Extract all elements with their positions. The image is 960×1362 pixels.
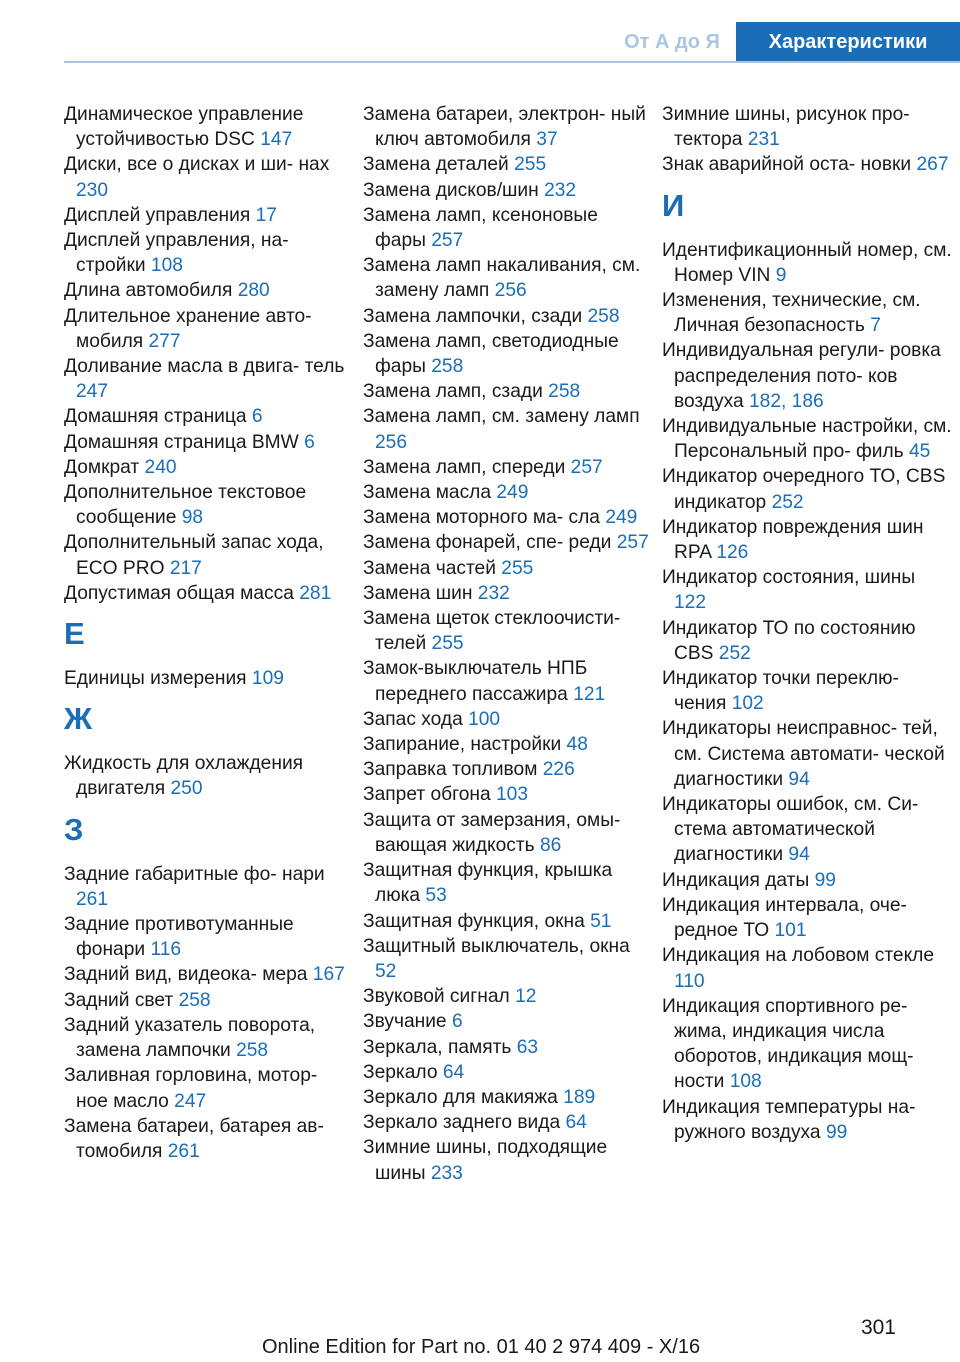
index-entry bbox=[662, 102, 952, 152]
index-entry bbox=[363, 606, 653, 656]
index-entry bbox=[64, 1063, 354, 1113]
index-entry bbox=[64, 962, 354, 987]
page-reference-link[interactable]: 258 bbox=[431, 356, 464, 378]
index-entry-text: Индикатор состояния, шины bbox=[662, 567, 916, 589]
page-reference-link[interactable]: 252 bbox=[718, 642, 751, 664]
page-reference-link[interactable]: 217 bbox=[169, 557, 202, 579]
index-entry-text: Замена ламп, ксеноновые фары bbox=[363, 204, 598, 252]
index-entry bbox=[363, 732, 653, 757]
index-entry bbox=[363, 808, 653, 858]
index-entry-text: Задний свет bbox=[64, 989, 174, 1011]
index-entry bbox=[64, 228, 354, 278]
index-entry bbox=[64, 152, 354, 202]
index-entry bbox=[662, 414, 952, 464]
page-reference-link[interactable]: 6 bbox=[304, 431, 315, 453]
index-entry bbox=[363, 656, 653, 706]
page-reference-link[interactable]: 147 bbox=[260, 129, 293, 151]
index-entry-text: Доливание масла в двига- тель bbox=[64, 356, 345, 378]
page-reference-link[interactable]: 250 bbox=[170, 778, 203, 800]
index-entry-text: Зеркало bbox=[363, 1061, 438, 1083]
index-entry-text: Дисплей управления bbox=[64, 204, 251, 226]
page-reference-link[interactable]: 103 bbox=[496, 784, 529, 806]
page-reference-link[interactable]: 255 bbox=[431, 633, 464, 655]
index-entry bbox=[662, 868, 952, 893]
page-reference-link[interactable]: 247 bbox=[174, 1090, 207, 1112]
index-entry-text: Звучание bbox=[363, 1011, 447, 1033]
index-entry bbox=[662, 338, 952, 414]
index-entry-text: Домашняя страница bbox=[64, 406, 247, 428]
index-letter-heading: И bbox=[662, 187, 685, 223]
index-entry-text: Заправка топливом bbox=[363, 759, 538, 781]
index-entry bbox=[64, 203, 354, 228]
index-entry bbox=[363, 984, 653, 1009]
index-letter-heading: Е bbox=[64, 616, 85, 652]
page-reference-link[interactable]: 252 bbox=[771, 491, 804, 513]
page-reference-link[interactable]: 109 bbox=[251, 668, 284, 690]
page-reference-link[interactable]: 64 bbox=[442, 1061, 465, 1083]
page-reference-link[interactable]: 17 bbox=[255, 204, 277, 226]
index-entry bbox=[662, 288, 952, 338]
page-reference-link[interactable]: 261 bbox=[76, 888, 109, 910]
index-entry-text: Задние габаритные фо- нари bbox=[64, 863, 325, 885]
index-entry-text: Изменения, технические, см. Личная безопасность bbox=[662, 290, 921, 337]
index-entry bbox=[363, 1110, 653, 1135]
index-entry-text: Задний указатель поворота, замена лампочки bbox=[64, 1014, 316, 1062]
index-entry-text: Знак аварийной оста- новки bbox=[662, 154, 912, 176]
page-reference-link[interactable]: 232 bbox=[544, 179, 577, 201]
index-entry-text: Замена батареи, электрон- ный ключ автомобиля bbox=[363, 104, 646, 151]
index-entry bbox=[363, 934, 653, 984]
index-entry bbox=[363, 379, 653, 404]
index-entry bbox=[64, 581, 354, 606]
chapter-tab[interactable]: Характеристики bbox=[736, 22, 960, 62]
index-entry-text: Индикация спортивного ре- жима, индикация числа оборотов, индикация мощ- ности bbox=[662, 995, 914, 1093]
page-reference-link[interactable]: 99 bbox=[814, 869, 836, 891]
index-entry bbox=[64, 530, 354, 580]
index-entry-text: Единицы измерения bbox=[64, 668, 247, 690]
index-entry bbox=[64, 1114, 354, 1164]
index-entry bbox=[363, 782, 653, 807]
index-letter-heading: З bbox=[64, 811, 84, 847]
page-reference-link[interactable]: 99 bbox=[825, 1121, 848, 1143]
index-entry bbox=[662, 616, 952, 666]
index-entry-text: Индикация на лобовом стекле bbox=[662, 945, 935, 967]
index-entry bbox=[64, 751, 354, 801]
page-reference-link[interactable]: 258 bbox=[548, 381, 581, 403]
index-entry bbox=[662, 994, 952, 1095]
page-reference-link[interactable]: 256 bbox=[494, 280, 527, 302]
index-entry bbox=[363, 178, 653, 203]
page-reference-link[interactable]: 110 bbox=[674, 970, 705, 992]
index-entry-text: Замена масла bbox=[363, 482, 492, 504]
index-entry bbox=[64, 862, 354, 912]
index-entry bbox=[363, 505, 653, 530]
index-entry-text: Индикатор точки переклю- чения bbox=[662, 668, 899, 715]
index-entry-text: Замена лампочки, сзади bbox=[363, 305, 583, 327]
index-entry-text: Идентификационный номер, см. Номер VIN bbox=[662, 239, 952, 286]
index-entry-text: Заливная горловина, мотор- ное масло bbox=[64, 1065, 318, 1112]
edition-footer: Online Edition for Part no. 01 40 2 974 409 - X/16 bbox=[262, 1336, 701, 1358]
index-entry-text: Допустимая общая масса bbox=[64, 582, 294, 604]
page-reference-link[interactable]: 232 bbox=[477, 582, 510, 604]
page-reference-link[interactable]: 277 bbox=[148, 330, 181, 352]
index-entry bbox=[363, 909, 653, 934]
index-column-2 bbox=[363, 102, 653, 1186]
index-entry bbox=[64, 354, 354, 404]
index-entry bbox=[64, 1013, 354, 1063]
header-divider bbox=[64, 61, 960, 63]
page-reference-link[interactable]: 231 bbox=[747, 129, 780, 151]
index-entry-text: Защитная функция, окна bbox=[363, 910, 585, 932]
page-reference-link[interactable]: 249 bbox=[496, 482, 529, 504]
index-column-1 bbox=[64, 102, 354, 1164]
page-reference-link[interactable]: 86 bbox=[539, 834, 562, 856]
index-entry bbox=[64, 404, 354, 429]
section-tab[interactable]: От А до Я bbox=[624, 31, 720, 53]
page-reference-link[interactable]: 12 bbox=[515, 986, 537, 1008]
index-entry bbox=[662, 515, 952, 565]
index-entry bbox=[363, 203, 653, 253]
page-reference-link[interactable]: 100 bbox=[468, 708, 501, 730]
page-reference-link[interactable]: 249 bbox=[605, 507, 638, 529]
index-entry bbox=[363, 707, 653, 732]
index-entry-text: Диски, все о дисках и ши- нах bbox=[64, 154, 330, 176]
index-entry bbox=[363, 757, 653, 782]
index-entry bbox=[363, 102, 653, 152]
page-reference-link[interactable]: 122 bbox=[674, 592, 707, 614]
index-entry-text: Задние противотуманные фонари bbox=[64, 914, 294, 961]
index-entry-text: Динамическое управление устойчивостью DSC bbox=[64, 104, 304, 151]
index-entry-text: Индикация даты bbox=[662, 869, 810, 891]
index-entry bbox=[363, 404, 653, 454]
page-reference-link[interactable]: 258 bbox=[178, 989, 211, 1011]
index-entry-text: Зеркало для макияжа bbox=[363, 1086, 558, 1108]
index-entry-text: Звуковой сигнал bbox=[363, 986, 510, 1008]
page-header bbox=[0, 0, 960, 62]
index-entry-text: Замена батареи, батарея ав- томобиля bbox=[64, 1115, 324, 1162]
index-entry-text: Дисплей управления, на- стройки bbox=[64, 230, 289, 277]
index-entry-text: Замена фонарей, спе- реди bbox=[363, 532, 612, 554]
page-reference-link[interactable]: 7 bbox=[870, 315, 881, 337]
index-entry bbox=[662, 464, 952, 514]
page-reference-link[interactable]: 256 bbox=[375, 431, 408, 453]
page-reference-link[interactable]: 247 bbox=[76, 381, 109, 403]
index-entry-text: Длительное хранение авто- мобиля bbox=[64, 305, 312, 352]
index-entry bbox=[64, 102, 354, 152]
index-entry bbox=[64, 455, 354, 480]
index-entry-text: Индивидуальные настройки, см. Персональный про- филь bbox=[662, 416, 952, 463]
page-reference-link[interactable]: 255 bbox=[501, 557, 534, 579]
index-entry-text: Запирание, настройки bbox=[363, 734, 562, 756]
index-entry bbox=[64, 666, 354, 691]
page-reference-link[interactable]: 257 bbox=[431, 230, 464, 252]
page-reference-link[interactable]: 45 bbox=[909, 441, 931, 463]
index-entry bbox=[363, 581, 653, 606]
page-reference-link[interactable]: 258 bbox=[236, 1040, 269, 1062]
index-entry bbox=[64, 988, 354, 1013]
index-entry bbox=[662, 1095, 952, 1145]
index-entry-text: Замена моторного ма- сла bbox=[363, 507, 600, 529]
index-entry bbox=[363, 1085, 653, 1110]
index-entry bbox=[64, 304, 354, 354]
index-entry-text: Замена ламп, сзади bbox=[363, 381, 543, 403]
index-entry-text: Замена шин bbox=[363, 582, 473, 604]
page-reference-link[interactable]: 280 bbox=[237, 280, 270, 302]
page-reference-link[interactable]: 233 bbox=[430, 1162, 463, 1184]
index-entry bbox=[363, 304, 653, 329]
index-entry-text: Дополнительный запас хода, ECO PRO bbox=[64, 532, 324, 579]
index-entry-text: Зеркало заднего вида bbox=[363, 1112, 561, 1134]
page-reference-link[interactable]: 102 bbox=[731, 693, 764, 715]
index-entry-text: Индивидуальная регули- ровка распределения пото- ков воздуха bbox=[662, 340, 941, 412]
index-entry-text: Индикация температуры на- ружного воздуха bbox=[662, 1096, 916, 1143]
index-entry-text: Замена ламп, светодиодные фары bbox=[363, 330, 619, 378]
page-reference-link[interactable]: 267 bbox=[916, 154, 949, 176]
index-entry bbox=[363, 455, 653, 480]
index-entry-text: Замена ламп накаливания, см. замену ламп bbox=[363, 255, 641, 302]
index-entry bbox=[363, 1135, 653, 1185]
page-number: 301 bbox=[860, 1316, 896, 1339]
index-entry bbox=[64, 278, 354, 303]
index-entry bbox=[64, 480, 354, 530]
index-entry-text: Жидкость для охлаждения двигателя bbox=[64, 753, 304, 800]
index-entry-text: Защитная функция, крышка люка bbox=[363, 860, 613, 907]
index-entry-text: Индикатор ТО по состоянию CBS bbox=[662, 617, 916, 664]
index-entry-text: Замена щеток стеклоочисти- телей bbox=[363, 608, 621, 655]
page-reference-link[interactable]: 230 bbox=[76, 179, 109, 201]
index-entry-text: Дополнительное текстовое сообщение bbox=[64, 482, 307, 529]
page-reference-link[interactable]: 121 bbox=[573, 683, 606, 705]
page-reference-link[interactable]: 261 bbox=[167, 1140, 200, 1162]
page-reference-link[interactable]: 108 bbox=[729, 1071, 762, 1093]
index-entry bbox=[662, 565, 952, 615]
index-entry-text: Замена ламп, спереди bbox=[363, 456, 566, 478]
index-entry bbox=[363, 329, 653, 379]
page-reference-link[interactable]: 281 bbox=[299, 582, 332, 604]
index-entry-text: Зимние шины, рисунок про- тектора bbox=[662, 104, 910, 151]
page-reference-link[interactable]: 6 bbox=[451, 1011, 463, 1033]
index-entry-text: Зимние шины, подходящие шины bbox=[363, 1137, 608, 1184]
index-entry bbox=[662, 666, 952, 716]
page-reference-link[interactable]: 6 bbox=[251, 406, 263, 428]
index-entry bbox=[363, 858, 653, 908]
index-entry-text: Зеркала, память bbox=[363, 1036, 512, 1058]
page-reference-link[interactable]: 94 bbox=[788, 768, 810, 790]
index-entry-text: Запас хода bbox=[363, 708, 463, 730]
index-entry-text: Замена дисков/шин bbox=[363, 179, 539, 201]
index-entry bbox=[662, 792, 952, 868]
page-reference-link[interactable]: 37 bbox=[536, 129, 558, 151]
page-reference-link[interactable]: 257 bbox=[570, 456, 603, 478]
index-entry bbox=[662, 943, 952, 993]
index-entry-text: Индикаторы неисправнос- тей, см. Система автомати- ческой диагностики bbox=[662, 718, 945, 790]
index-entry-text: Индикатор очередного ТО, CBS индикатор bbox=[662, 466, 946, 513]
index-entry bbox=[662, 152, 952, 177]
page-reference-link[interactable]: 258 bbox=[587, 305, 620, 327]
index-entry bbox=[662, 238, 952, 288]
page-reference-link[interactable]: 257 bbox=[616, 532, 649, 554]
index-entry-text: Индикаторы ошибок, см. Си- стема автоматической диагностики bbox=[662, 794, 919, 866]
index-entry-text: Индикация интервала, оче- редное ТО bbox=[662, 894, 907, 942]
index-entry-text: Замена частей bbox=[363, 557, 496, 579]
index-entry bbox=[64, 912, 354, 962]
page-reference-link[interactable]: 98 bbox=[181, 507, 204, 529]
index-entry-text: Домкрат bbox=[64, 456, 140, 478]
index-entry bbox=[363, 1060, 653, 1085]
page-reference-link[interactable]: 108 bbox=[150, 255, 183, 277]
index-entry-text: Домашняя страница BMW bbox=[64, 431, 299, 453]
page-reference-link[interactable]: 9 bbox=[775, 264, 787, 286]
page-reference-link[interactable]: 64 bbox=[565, 1112, 587, 1134]
index-letter-heading: Ж bbox=[64, 701, 93, 737]
page-reference-link[interactable]: 101 bbox=[774, 920, 807, 942]
page-reference-link[interactable]: 226 bbox=[542, 759, 575, 781]
page-reference-link[interactable]: 63 bbox=[516, 1036, 539, 1058]
page-reference-link[interactable]: 240 bbox=[144, 456, 177, 478]
page-reference-link[interactable]: 51 bbox=[590, 910, 612, 932]
page-reference-link[interactable]: 189 bbox=[563, 1086, 596, 1108]
index-column-3 bbox=[662, 102, 952, 1145]
index-entry bbox=[363, 1035, 653, 1060]
index-entry-text: Запрет обгона bbox=[363, 784, 491, 806]
index-entry-text: Защита от замерзания, омы- вающая жидкость bbox=[363, 809, 621, 856]
index-entry-text: Защитный выключатель, окна bbox=[363, 935, 630, 957]
page-reference-link[interactable]: 94 bbox=[788, 844, 810, 866]
index-entry-text: Замена ламп, см. замену ламп bbox=[363, 406, 640, 428]
page-reference-link[interactable]: 182, 186 bbox=[749, 390, 824, 412]
index-entry bbox=[363, 480, 653, 505]
index-entry-text: Длина автомобиля bbox=[64, 280, 233, 302]
index-entry-text: Индикатор повреждения шин RPA bbox=[662, 516, 924, 564]
index-entry-text: Задний вид, видеока- мера bbox=[64, 964, 308, 986]
index-entry-text: Замок-выключатель НПБ переднего пассажира bbox=[363, 658, 588, 705]
index-entry bbox=[662, 893, 952, 943]
page-reference-link[interactable]: 167 bbox=[312, 964, 345, 986]
index-entry bbox=[363, 253, 653, 303]
page-reference-link[interactable]: 52 bbox=[375, 960, 397, 982]
index-entry bbox=[363, 556, 653, 581]
index-entry bbox=[64, 430, 354, 455]
index-entry-text: Замена деталей bbox=[363, 154, 509, 176]
index-entry bbox=[363, 152, 653, 177]
page-reference-link[interactable]: 48 bbox=[566, 734, 588, 756]
page-reference-link[interactable]: 116 bbox=[150, 939, 182, 961]
index-entry bbox=[662, 716, 952, 792]
index-entry bbox=[363, 530, 653, 555]
page-reference-link[interactable]: 255 bbox=[514, 154, 547, 176]
index-entry bbox=[363, 1009, 653, 1034]
page-reference-link[interactable]: 126 bbox=[716, 542, 749, 564]
page-reference-link[interactable]: 53 bbox=[425, 885, 447, 907]
